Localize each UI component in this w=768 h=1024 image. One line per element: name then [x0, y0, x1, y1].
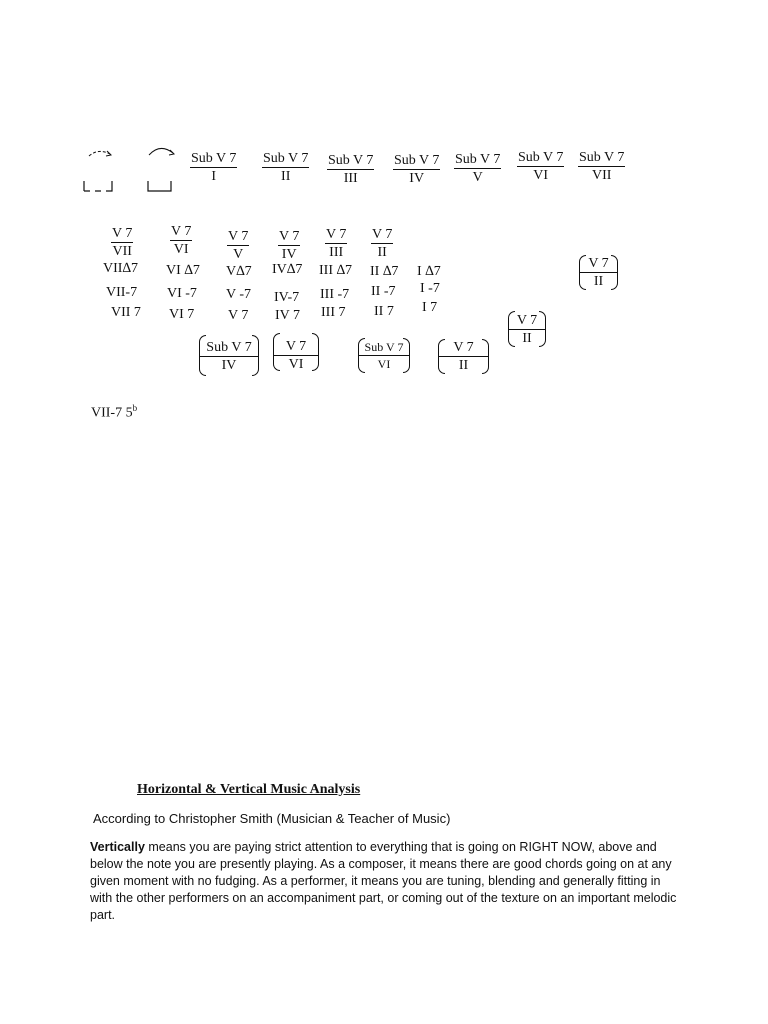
sub-v7-fraction: Sub V 7 V	[455, 152, 501, 185]
article-paragraph	[90, 839, 680, 924]
dom7-chord: II 7	[374, 304, 394, 319]
bracketed-v7-ii: $\frac{V 7}{II}$	[579, 255, 618, 290]
article-lead-word: Vertically	[90, 840, 145, 854]
minor7-chord: III -7	[320, 287, 350, 302]
v7-fraction: $\frac{V 7}{VI}$	[171, 224, 192, 257]
sub-v7-fraction: Sub V 7 III	[328, 153, 374, 186]
minor7-chord: V -7	[226, 287, 252, 302]
major7-chord: III ∆7	[319, 263, 353, 278]
minor7-chord: VII-7	[106, 285, 138, 300]
v7-fraction: V 7 III	[326, 227, 347, 260]
half-diminished-chord: VII-7 5$^b$	[91, 403, 138, 421]
bracket-mark-icon	[146, 180, 174, 194]
sub-v7-fraction: Sub V 7 VI	[518, 150, 564, 183]
bracketed-v7-vi: $\frac{V 7}{VI}$	[273, 333, 319, 371]
article-body: means you are paying strict attention to everything that is going on RIGHT NOW, above and below the note you are presently playing. As a composer, it means there are good chords going on at any given moment with no fudging. As a performer, it means you are tuning, blending and generally fitting in with the other performers on an accompaniment part, or coming out of the texture on an important melodic part.	[90, 840, 677, 922]
v7-fraction: $\frac{V 7}{V}$	[228, 229, 249, 262]
sub-v7-fraction: Sub V 7 II	[263, 151, 309, 184]
bracketed-sub-v7-vi: Sub V 7 VI	[358, 338, 410, 373]
major7-chord: VII∆7	[103, 261, 138, 276]
dom7-chord: IV 7	[275, 308, 301, 323]
article-title: Horizontal & Vertical Music Analysis	[137, 782, 361, 797]
dom7-chord: VII 7	[111, 305, 141, 320]
sub-v7-fraction: Sub V 7 VII	[579, 150, 625, 183]
bracket-mark-icon	[82, 180, 116, 194]
major7-chord: VI ∆7	[166, 263, 200, 278]
v7-fraction: V 7 VII	[112, 226, 133, 259]
sub-v7-fraction: Sub V 7 I	[191, 151, 237, 184]
v7-fraction: $\frac{V 7}{IV}$	[279, 229, 300, 262]
bracketed-v7-ii: $\frac{V 7}{II}$	[438, 339, 489, 374]
minor7-chord: II -7	[371, 284, 396, 299]
arc-arrow-icon	[146, 143, 178, 159]
minor7-chord: VI -7	[167, 286, 197, 301]
dom7-chord: I 7	[422, 300, 438, 315]
major7-chord: I ∆7	[417, 264, 441, 279]
bracketed-sub-v7-iv: Sub V 7 IV	[199, 335, 259, 376]
major7-chord: V∆7	[226, 264, 252, 279]
arc-arrow-icon	[86, 146, 116, 160]
dom7-chord: III 7	[321, 305, 346, 320]
minor7-chord: I -7	[420, 281, 440, 296]
major7-chord: IV∆7	[272, 262, 303, 277]
article-subtitle: According to Christopher Smith (Musician & Teacher of Music)	[93, 811, 451, 826]
sub-v7-fraction: Sub V 7 IV	[394, 153, 440, 186]
dom7-chord: VI 7	[169, 307, 195, 322]
bracketed-v7-ii: $\frac{V 7}{II}$	[508, 311, 546, 347]
major7-chord: II ∆7	[370, 264, 399, 279]
minor7-chord: IV-7	[274, 290, 300, 305]
dom7-chord: V 7	[228, 308, 249, 323]
v7-fraction: $\frac{V 7}{II}$	[372, 227, 393, 260]
